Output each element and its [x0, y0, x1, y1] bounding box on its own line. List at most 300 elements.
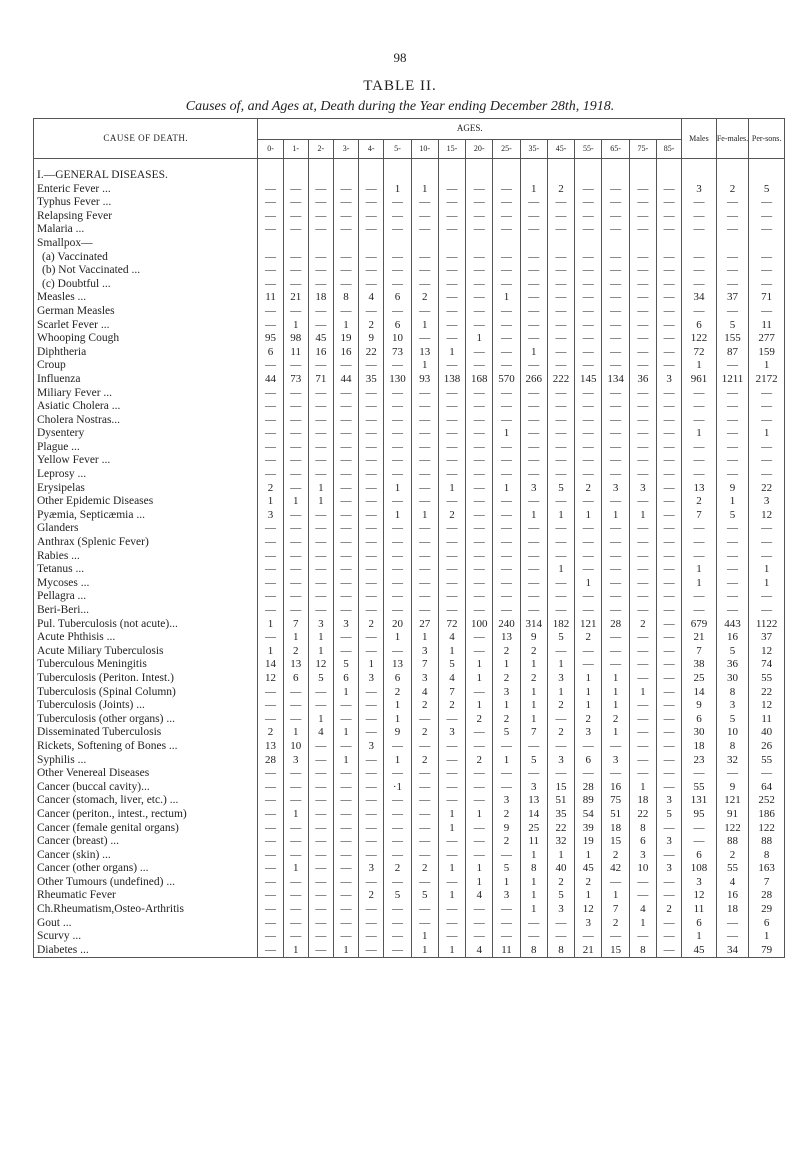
persons-total-cell: 8	[749, 849, 785, 863]
empty-cell	[493, 169, 520, 183]
age-count-cell: —	[575, 223, 602, 237]
age-count-cell: —	[359, 808, 384, 822]
age-count-cell: 1	[438, 808, 465, 822]
age-count-cell: —	[493, 346, 520, 360]
age-count-cell: 1	[520, 889, 547, 903]
age-count-cell: —	[308, 196, 333, 210]
age-count-cell: 3	[547, 754, 574, 768]
age-count-cell: 1	[438, 645, 465, 659]
males-total-cell: —	[682, 835, 717, 849]
age-count-cell: —	[629, 876, 656, 890]
females-total-cell: 1	[716, 495, 749, 509]
age-count-cell: —	[359, 577, 384, 591]
age-count-cell: —	[438, 767, 465, 781]
age-count-cell: —	[333, 713, 358, 727]
age-count-cell: —	[656, 251, 681, 265]
age-count-cell: 1	[333, 754, 358, 768]
age-count-cell: —	[656, 183, 681, 197]
age-count-cell: 1	[384, 699, 411, 713]
age-count-cell: —	[333, 767, 358, 781]
females-total-cell: 3	[716, 699, 749, 713]
females-total-cell: 2	[716, 183, 749, 197]
age-count-cell: —	[438, 196, 465, 210]
age-count-cell: —	[308, 577, 333, 591]
age-count-cell: —	[575, 319, 602, 333]
age-count-cell: 3	[656, 835, 681, 849]
age-count-cell: 2	[602, 917, 629, 931]
age-count-cell: —	[656, 319, 681, 333]
males-total-cell: 34	[682, 291, 717, 305]
age-count-cell: —	[308, 264, 333, 278]
age-count-cell: —	[438, 183, 465, 197]
age-count-cell: 8	[629, 822, 656, 836]
age-group-header: 1-	[283, 140, 308, 159]
age-count-cell: —	[308, 427, 333, 441]
age-count-cell: —	[333, 196, 358, 210]
age-count-cell: —	[283, 223, 308, 237]
table-row	[34, 699, 785, 713]
males-total-cell: 23	[682, 754, 717, 768]
age-count-cell: —	[602, 876, 629, 890]
age-count-cell: 22	[547, 822, 574, 836]
age-count-cell: —	[308, 849, 333, 863]
age-count-cell: —	[520, 251, 547, 265]
age-count-cell: 1	[283, 944, 308, 958]
age-count-cell: 2	[493, 808, 520, 822]
age-count-cell: 3	[411, 672, 438, 686]
age-count-cell: —	[656, 278, 681, 292]
age-count-cell: —	[411, 400, 438, 414]
males-total-cell: 122	[682, 332, 717, 346]
age-count-cell: 8	[333, 291, 358, 305]
age-count-cell: —	[283, 563, 308, 577]
persons-total-cell: —	[749, 278, 785, 292]
age-count-cell: —	[359, 822, 384, 836]
age-count-cell: —	[258, 305, 283, 319]
age-group-header: 25-	[493, 140, 520, 159]
age-count-cell: —	[411, 808, 438, 822]
empty-cell	[547, 169, 574, 183]
age-count-cell: 1	[466, 876, 493, 890]
age-count-cell: —	[258, 196, 283, 210]
age-count-cell: —	[438, 917, 465, 931]
females-total-cell: 91	[716, 808, 749, 822]
age-count-cell: —	[656, 550, 681, 564]
age-count-cell: —	[656, 441, 681, 455]
age-count-cell: —	[493, 536, 520, 550]
age-count-cell: —	[333, 400, 358, 414]
cause-name: Measles ...	[34, 291, 258, 305]
age-count-cell: —	[333, 822, 358, 836]
age-count-cell: 1	[283, 862, 308, 876]
age-count-cell: 1	[602, 509, 629, 523]
age-count-cell: —	[493, 577, 520, 591]
age-count-cell: 1	[308, 631, 333, 645]
age-count-cell: —	[438, 563, 465, 577]
age-count-cell: —	[258, 713, 283, 727]
age-count-cell: —	[656, 604, 681, 618]
table-row	[34, 672, 785, 686]
table-row	[34, 183, 785, 197]
age-count-cell: —	[258, 278, 283, 292]
males-total-cell: 18	[682, 740, 717, 754]
persons-total-cell: 12	[749, 509, 785, 523]
age-count-cell: —	[258, 359, 283, 373]
males-total-cell: 55	[682, 781, 717, 795]
age-count-cell: —	[575, 590, 602, 604]
age-count-cell: —	[308, 754, 333, 768]
age-count-cell: 2	[384, 686, 411, 700]
age-count-cell: 240	[493, 618, 520, 632]
age-count-cell: 7	[438, 686, 465, 700]
age-count-cell: 3	[602, 482, 629, 496]
age-count-cell: —	[438, 876, 465, 890]
persons-total-cell: —	[749, 196, 785, 210]
age-count-cell: —	[258, 400, 283, 414]
age-count-cell: —	[656, 713, 681, 727]
age-count-cell: —	[547, 577, 574, 591]
persons-total-cell: —	[749, 264, 785, 278]
age-count-cell: —	[575, 427, 602, 441]
age-count-cell: —	[308, 794, 333, 808]
age-count-cell: —	[520, 400, 547, 414]
age-count-cell: 6	[629, 835, 656, 849]
age-count-cell: 9	[384, 726, 411, 740]
age-count-cell: —	[333, 454, 358, 468]
age-count-cell: 2	[493, 645, 520, 659]
age-count-cell: —	[547, 264, 574, 278]
table-row	[34, 400, 785, 414]
age-count-cell: —	[283, 604, 308, 618]
persons-total-cell: 1	[749, 577, 785, 591]
age-count-cell: —	[547, 427, 574, 441]
age-count-cell: —	[308, 305, 333, 319]
age-count-cell: 1	[520, 509, 547, 523]
age-count-cell: —	[602, 631, 629, 645]
cause-name: Rabies ...	[34, 550, 258, 564]
age-count-cell: 130	[384, 373, 411, 387]
persons-total-cell: 88	[749, 835, 785, 849]
age-count-cell: —	[333, 889, 358, 903]
age-count-cell: —	[333, 278, 358, 292]
age-count-cell: —	[547, 346, 574, 360]
age-count-cell: 1	[466, 862, 493, 876]
persons-total-cell: 28	[749, 889, 785, 903]
age-count-cell: —	[493, 930, 520, 944]
age-count-cell: —	[283, 454, 308, 468]
cause-name: I.—GENERAL DISEASES.	[34, 169, 258, 183]
age-count-cell: 2	[493, 672, 520, 686]
table-row	[34, 944, 785, 958]
table-row	[34, 495, 785, 509]
age-count-cell: —	[258, 427, 283, 441]
age-count-cell: 7	[602, 903, 629, 917]
age-count-cell: —	[520, 550, 547, 564]
females-total-cell: —	[716, 577, 749, 591]
age-count-cell: —	[359, 264, 384, 278]
males-total-cell: 3	[682, 183, 717, 197]
age-count-cell: 5	[547, 631, 574, 645]
age-count-cell: 45	[575, 862, 602, 876]
empty-cell	[283, 237, 308, 251]
age-count-cell: —	[411, 849, 438, 863]
cause-name: Syphilis ...	[34, 754, 258, 768]
age-count-cell: —	[308, 822, 333, 836]
age-count-cell: —	[258, 822, 283, 836]
age-count-cell: 1	[575, 849, 602, 863]
age-count-cell: —	[520, 319, 547, 333]
age-count-cell: —	[384, 278, 411, 292]
age-count-cell: —	[283, 468, 308, 482]
age-count-cell: 1	[547, 509, 574, 523]
age-count-cell: —	[575, 346, 602, 360]
age-count-cell: —	[493, 251, 520, 265]
age-count-cell: —	[384, 903, 411, 917]
persons-total-cell: —	[749, 387, 785, 401]
age-count-cell: —	[493, 903, 520, 917]
age-count-cell: —	[411, 604, 438, 618]
table-row	[34, 577, 785, 591]
cause-name: Dysentery	[34, 427, 258, 441]
age-count-cell: —	[629, 767, 656, 781]
males-total-cell: —	[682, 223, 717, 237]
age-count-cell: —	[438, 454, 465, 468]
age-count-cell: 3	[520, 482, 547, 496]
age-count-cell: —	[384, 563, 411, 577]
age-count-cell: 13	[520, 794, 547, 808]
age-count-cell: —	[258, 781, 283, 795]
persons-total-cell: 11	[749, 713, 785, 727]
age-count-cell: 5	[547, 482, 574, 496]
age-count-cell: —	[283, 251, 308, 265]
cause-name: Disseminated Tuberculosis	[34, 726, 258, 740]
persons-total-cell: —	[749, 305, 785, 319]
age-count-cell: —	[656, 332, 681, 346]
females-total-cell: 155	[716, 332, 749, 346]
age-count-cell: —	[333, 917, 358, 931]
age-count-cell: —	[656, 522, 681, 536]
males-header: Males	[682, 119, 717, 159]
age-count-cell: —	[629, 631, 656, 645]
females-total-cell: —	[716, 590, 749, 604]
age-count-cell: —	[333, 631, 358, 645]
age-count-cell: —	[333, 522, 358, 536]
age-count-cell: —	[411, 454, 438, 468]
age-count-cell: 1	[493, 658, 520, 672]
age-count-cell: —	[333, 210, 358, 224]
age-count-cell: 5	[384, 889, 411, 903]
age-count-cell: 3	[575, 917, 602, 931]
age-count-cell: —	[656, 876, 681, 890]
age-count-cell: 2	[359, 618, 384, 632]
table-row	[34, 509, 785, 523]
age-count-cell: 6	[384, 319, 411, 333]
age-count-cell: —	[333, 264, 358, 278]
persons-total-cell: —	[749, 468, 785, 482]
age-count-cell: —	[547, 550, 574, 564]
males-total-cell: 3	[682, 876, 717, 890]
age-count-cell: 89	[575, 794, 602, 808]
persons-total-cell: —	[749, 767, 785, 781]
age-count-cell: 98	[283, 332, 308, 346]
age-count-cell: —	[308, 223, 333, 237]
cause-column-header: CAUSE OF DEATH.	[34, 119, 258, 159]
age-count-cell: —	[384, 590, 411, 604]
age-count-cell: —	[333, 536, 358, 550]
cause-name: (b) Not Vaccinated ...	[34, 264, 258, 278]
age-count-cell: —	[333, 223, 358, 237]
age-count-cell: 19	[333, 332, 358, 346]
empty-cell	[602, 237, 629, 251]
age-count-cell: —	[602, 536, 629, 550]
age-count-cell: —	[656, 781, 681, 795]
empty-cell	[466, 169, 493, 183]
age-count-cell: —	[411, 536, 438, 550]
age-count-cell: 11	[283, 346, 308, 360]
males-total-cell: 9	[682, 699, 717, 713]
table-row	[34, 645, 785, 659]
age-count-cell: —	[493, 278, 520, 292]
table-row	[34, 740, 785, 754]
age-count-cell: 93	[411, 373, 438, 387]
females-total-cell: —	[716, 767, 749, 781]
age-count-cell: —	[333, 590, 358, 604]
females-total-cell: 1211	[716, 373, 749, 387]
age-count-cell: —	[520, 332, 547, 346]
age-count-cell: 138	[438, 373, 465, 387]
age-count-cell: 14	[520, 808, 547, 822]
age-count-cell: 3	[629, 482, 656, 496]
persons-total-cell: 1	[749, 563, 785, 577]
age-count-cell: —	[283, 264, 308, 278]
age-count-cell: —	[575, 563, 602, 577]
age-count-cell: 1	[384, 482, 411, 496]
age-count-cell: 13	[493, 631, 520, 645]
age-count-cell: —	[411, 740, 438, 754]
age-count-cell: —	[629, 658, 656, 672]
age-count-cell: —	[547, 278, 574, 292]
age-count-cell: —	[493, 414, 520, 428]
males-total-cell: —	[682, 604, 717, 618]
age-count-cell: —	[283, 414, 308, 428]
age-count-cell: 1	[438, 944, 465, 958]
age-count-cell: 314	[520, 618, 547, 632]
age-count-cell: —	[438, 223, 465, 237]
cause-name: Asiatic Cholera ...	[34, 400, 258, 414]
empty-cell	[283, 169, 308, 183]
age-count-cell: —	[656, 359, 681, 373]
age-count-cell: —	[493, 183, 520, 197]
age-count-cell: 4	[308, 726, 333, 740]
females-total-cell: —	[716, 414, 749, 428]
age-count-cell: —	[384, 468, 411, 482]
age-count-cell: —	[411, 278, 438, 292]
age-count-cell: —	[602, 495, 629, 509]
age-count-cell: 2	[493, 835, 520, 849]
age-count-cell: 1	[629, 686, 656, 700]
age-count-cell: 13	[258, 740, 283, 754]
age-count-cell: 11	[493, 944, 520, 958]
age-count-cell: 1	[258, 645, 283, 659]
age-count-cell: —	[656, 645, 681, 659]
persons-total-cell: 252	[749, 794, 785, 808]
cause-name: Acute Phthisis ...	[34, 631, 258, 645]
age-count-cell: —	[333, 427, 358, 441]
age-count-cell: 15	[602, 944, 629, 958]
age-count-cell: —	[575, 604, 602, 618]
age-count-cell: —	[493, 604, 520, 618]
age-count-cell: —	[258, 631, 283, 645]
age-count-cell: 1	[333, 726, 358, 740]
age-count-cell: —	[283, 889, 308, 903]
age-count-cell: —	[258, 387, 283, 401]
age-count-cell: —	[333, 387, 358, 401]
persons-total-cell: 71	[749, 291, 785, 305]
age-count-cell: 1	[575, 686, 602, 700]
cause-name: Miliary Fever ...	[34, 387, 258, 401]
table-title: TABLE II.	[363, 78, 437, 94]
age-count-cell: —	[466, 563, 493, 577]
age-count-cell: —	[629, 889, 656, 903]
males-total-cell: 25	[682, 672, 717, 686]
age-count-cell: —	[411, 468, 438, 482]
age-count-cell: 1	[411, 359, 438, 373]
males-total-cell: 7	[682, 645, 717, 659]
age-count-cell: —	[359, 699, 384, 713]
age-count-cell: 1	[520, 699, 547, 713]
age-count-cell: —	[308, 251, 333, 265]
age-count-cell: 35	[359, 373, 384, 387]
age-count-cell: —	[547, 767, 574, 781]
age-count-cell: —	[333, 876, 358, 890]
age-count-cell: 5	[520, 754, 547, 768]
age-count-cell: 3	[493, 794, 520, 808]
age-count-cell: 1	[520, 183, 547, 197]
table-row	[34, 794, 785, 808]
age-count-cell: 2	[359, 889, 384, 903]
cause-name: Leprosy ...	[34, 468, 258, 482]
table-row	[34, 468, 785, 482]
age-count-cell: —	[602, 454, 629, 468]
age-count-cell: —	[384, 359, 411, 373]
age-count-cell: —	[547, 468, 574, 482]
females-total-cell: 9	[716, 781, 749, 795]
age-count-cell: 1	[333, 319, 358, 333]
cause-name: Anthrax (Splenic Fever)	[34, 536, 258, 550]
empty-cell	[629, 237, 656, 251]
age-count-cell: 2	[411, 699, 438, 713]
age-count-cell: —	[359, 550, 384, 564]
age-count-cell: —	[520, 740, 547, 754]
age-count-cell: —	[575, 210, 602, 224]
age-count-cell: 1	[493, 427, 520, 441]
age-count-cell: 13	[384, 658, 411, 672]
age-count-cell: —	[359, 726, 384, 740]
age-count-cell: —	[258, 414, 283, 428]
age-count-cell: —	[384, 305, 411, 319]
age-count-cell: —	[333, 604, 358, 618]
section-heading-row	[34, 237, 785, 251]
empty-cell	[384, 237, 411, 251]
age-count-cell: —	[629, 536, 656, 550]
age-count-cell: 3	[520, 781, 547, 795]
persons-total-cell: —	[749, 414, 785, 428]
age-count-cell: —	[520, 590, 547, 604]
age-count-cell: —	[411, 495, 438, 509]
age-count-cell: —	[575, 291, 602, 305]
table-row	[34, 319, 785, 333]
age-count-cell: —	[333, 699, 358, 713]
